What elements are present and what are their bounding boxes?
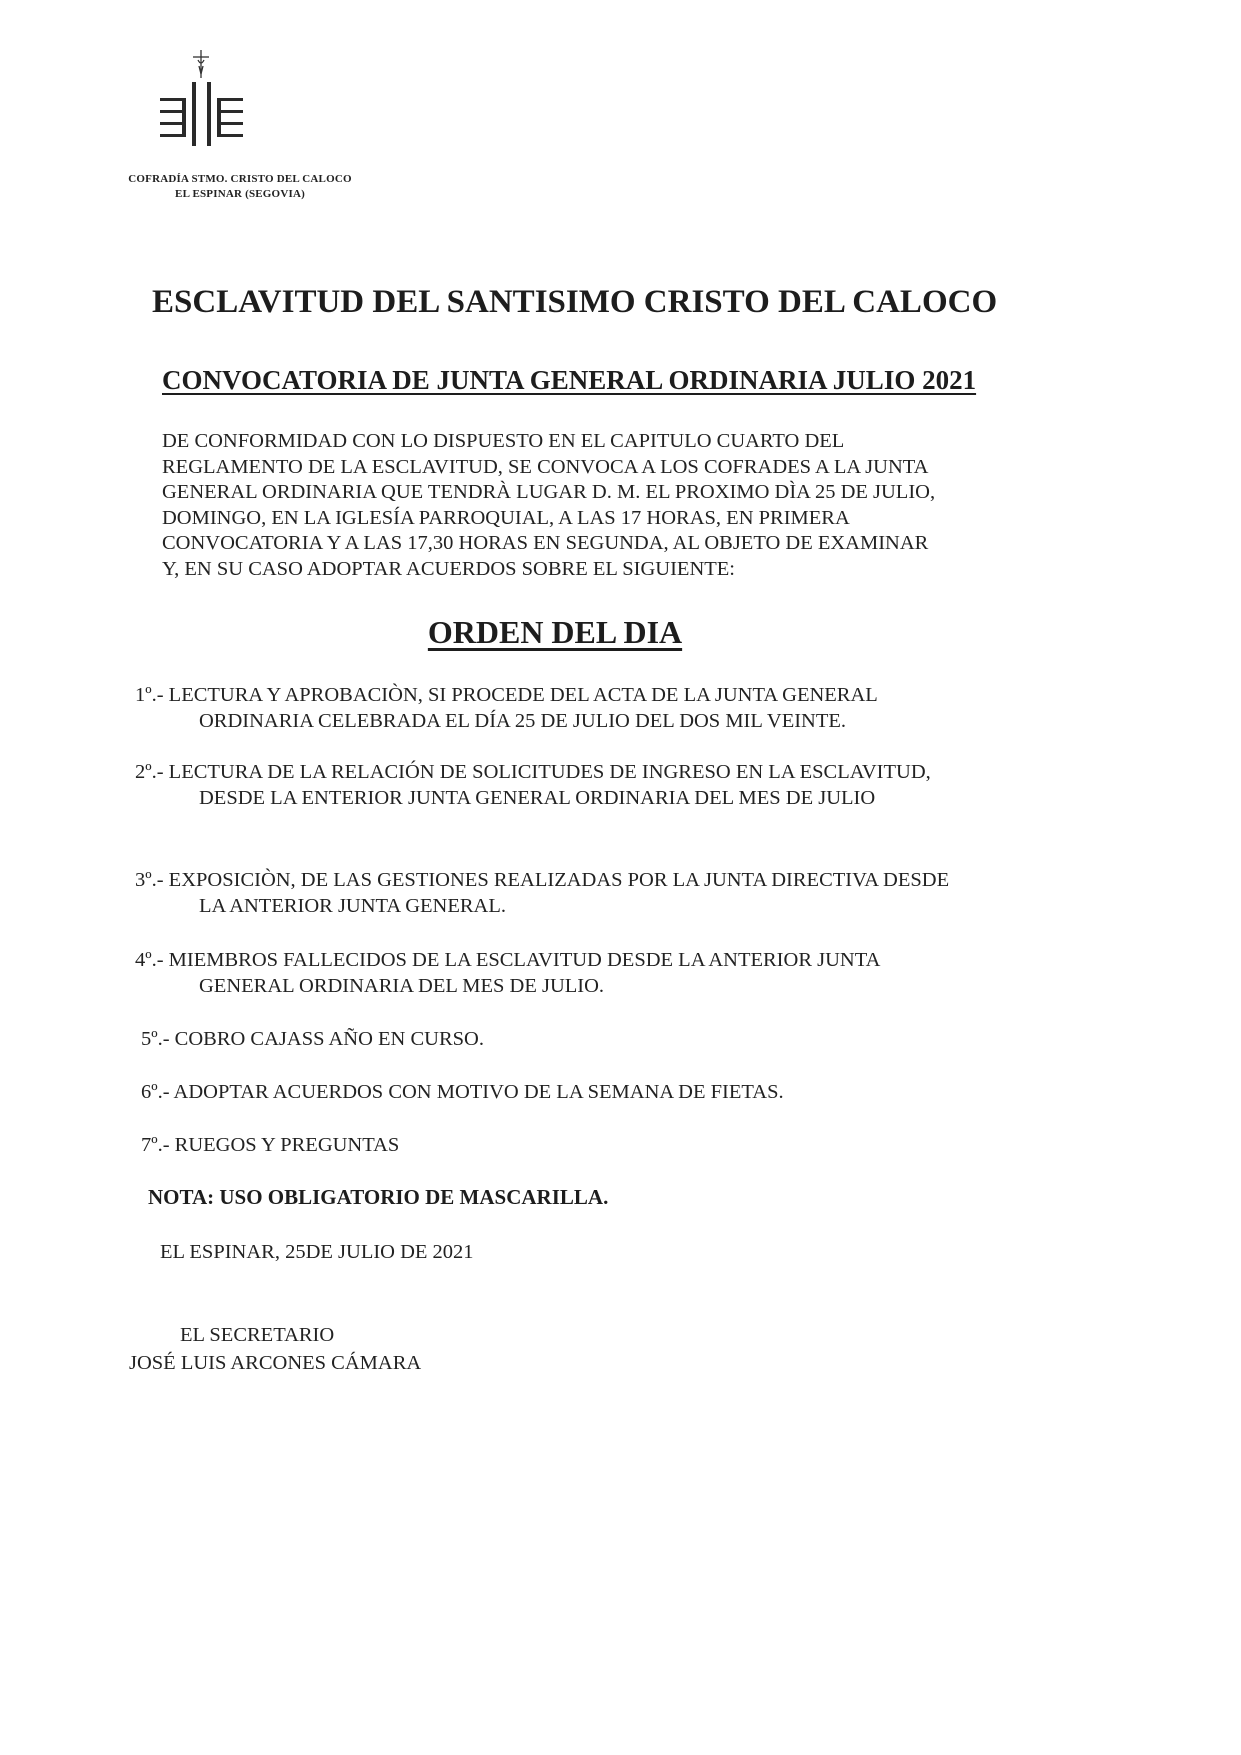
- agenda-item-continuation: GENERAL ORDINARIA DEL MES DE JULIO.: [199, 975, 605, 997]
- agenda-item-text: 7º.- RUEGOS Y PREGUNTAS: [141, 1134, 400, 1156]
- agenda-item-text: 4º.- MIEMBROS FALLECIDOS DE LA ESCLAVITUD DESDE LA ANTERIOR JUNTA: [135, 949, 881, 971]
- signature-role: EL SECRETARIO: [180, 1324, 335, 1346]
- document-subtitle: CONVOCATORIA DE JUNTA GENERAL ORDINARIA JULIO 2021: [162, 365, 977, 395]
- place-date: EL ESPINAR, 25DE JULIO DE 2021: [160, 1241, 474, 1263]
- letterhead-line-1: COFRADÍA STMO. CRISTO DEL CALOCO: [128, 173, 352, 185]
- intro-paragraph: [162, 429, 1062, 582]
- agenda-item-continuation: DESDE LA ENTERIOR JUNTA GENERAL ORDINARIA DEL MES DE JULIO: [199, 787, 876, 809]
- intro-line: DOMINGO, EN LA IGLESÍA PARROQUIAL, A LAS 17 HORAS, EN PRIMERA: [162, 506, 850, 529]
- agenda-item-3: [135, 867, 949, 919]
- intro-line: GENERAL ORDINARIA QUE TENDRÀ LUGAR D. M. EL PROXIMO DÌA 25 DE JULIO,: [162, 481, 936, 503]
- intro-line: DE CONFORMIDAD CON LO DISPUESTO EN EL CAPITULO CUARTO DEL: [162, 430, 845, 452]
- agenda-item-continuation: LA ANTERIOR JUNTA GENERAL.: [199, 895, 506, 917]
- agenda-item-6: [141, 1079, 784, 1105]
- cofradia-logo-icon: [150, 48, 270, 158]
- agenda-item-continuation: ORDINARIA CELEBRADA EL DÍA 25 DE JULIO DEL DOS MIL VEINTE.: [199, 710, 847, 732]
- intro-line: REGLAMENTO DE LA ESCLAVITUD, SE CONVOCA A LOS COFRADES A LA JUNTA: [162, 455, 929, 478]
- agenda-item-text: 1º.- LECTURA Y APROBACIÒN, SI PROCEDE DEL ACTA DE LA JUNTA GENERAL: [135, 684, 878, 706]
- document-title: ESCLAVITUD DEL SANTISIMO CRISTO DEL CALOCO: [152, 284, 998, 320]
- agenda-item-7: [141, 1132, 399, 1158]
- intro-line: CONVOCATORIA Y A LAS 17,30 HORAS EN SEGUNDA, AL OBJETO DE EXAMINAR: [162, 532, 929, 554]
- agenda-title: ORDEN DEL DIA: [427, 614, 683, 650]
- intro-line: Y, EN SU CASO ADOPTAR ACUERDOS SOBRE EL SIGUIENTE:: [162, 557, 735, 580]
- agenda-item-text: 2º.- LECTURA DE LA RELACIÓN DE SOLICITUDES DE INGRESO EN LA ESCLAVITUD,: [135, 761, 931, 783]
- agenda-item-text: 6º.- ADOPTAR ACUERDOS CON MOTIVO DE LA SEMANA DE FIETAS.: [141, 1081, 784, 1103]
- agenda-item-text: 5º.- COBRO CAJASS AÑO EN CURSO.: [141, 1028, 484, 1050]
- letterhead-line-2: EL ESPINAR (SEGOVIA): [175, 188, 305, 200]
- agenda-item-5: [141, 1026, 484, 1052]
- note-text: NOTA: USO OBLIGATORIO DE MASCARILLA.: [148, 1185, 609, 1209]
- agenda-item-1: [135, 682, 878, 734]
- agenda-item-2: [135, 759, 931, 811]
- agenda-item-4: [135, 947, 880, 999]
- signature-name: JOSÉ LUIS ARCONES CÁMARA: [129, 1352, 422, 1374]
- agenda-item-text: 3º.- EXPOSICIÒN, DE LAS GESTIONES REALIZADAS POR LA JUNTA DIRECTIVA DESDE: [135, 869, 950, 891]
